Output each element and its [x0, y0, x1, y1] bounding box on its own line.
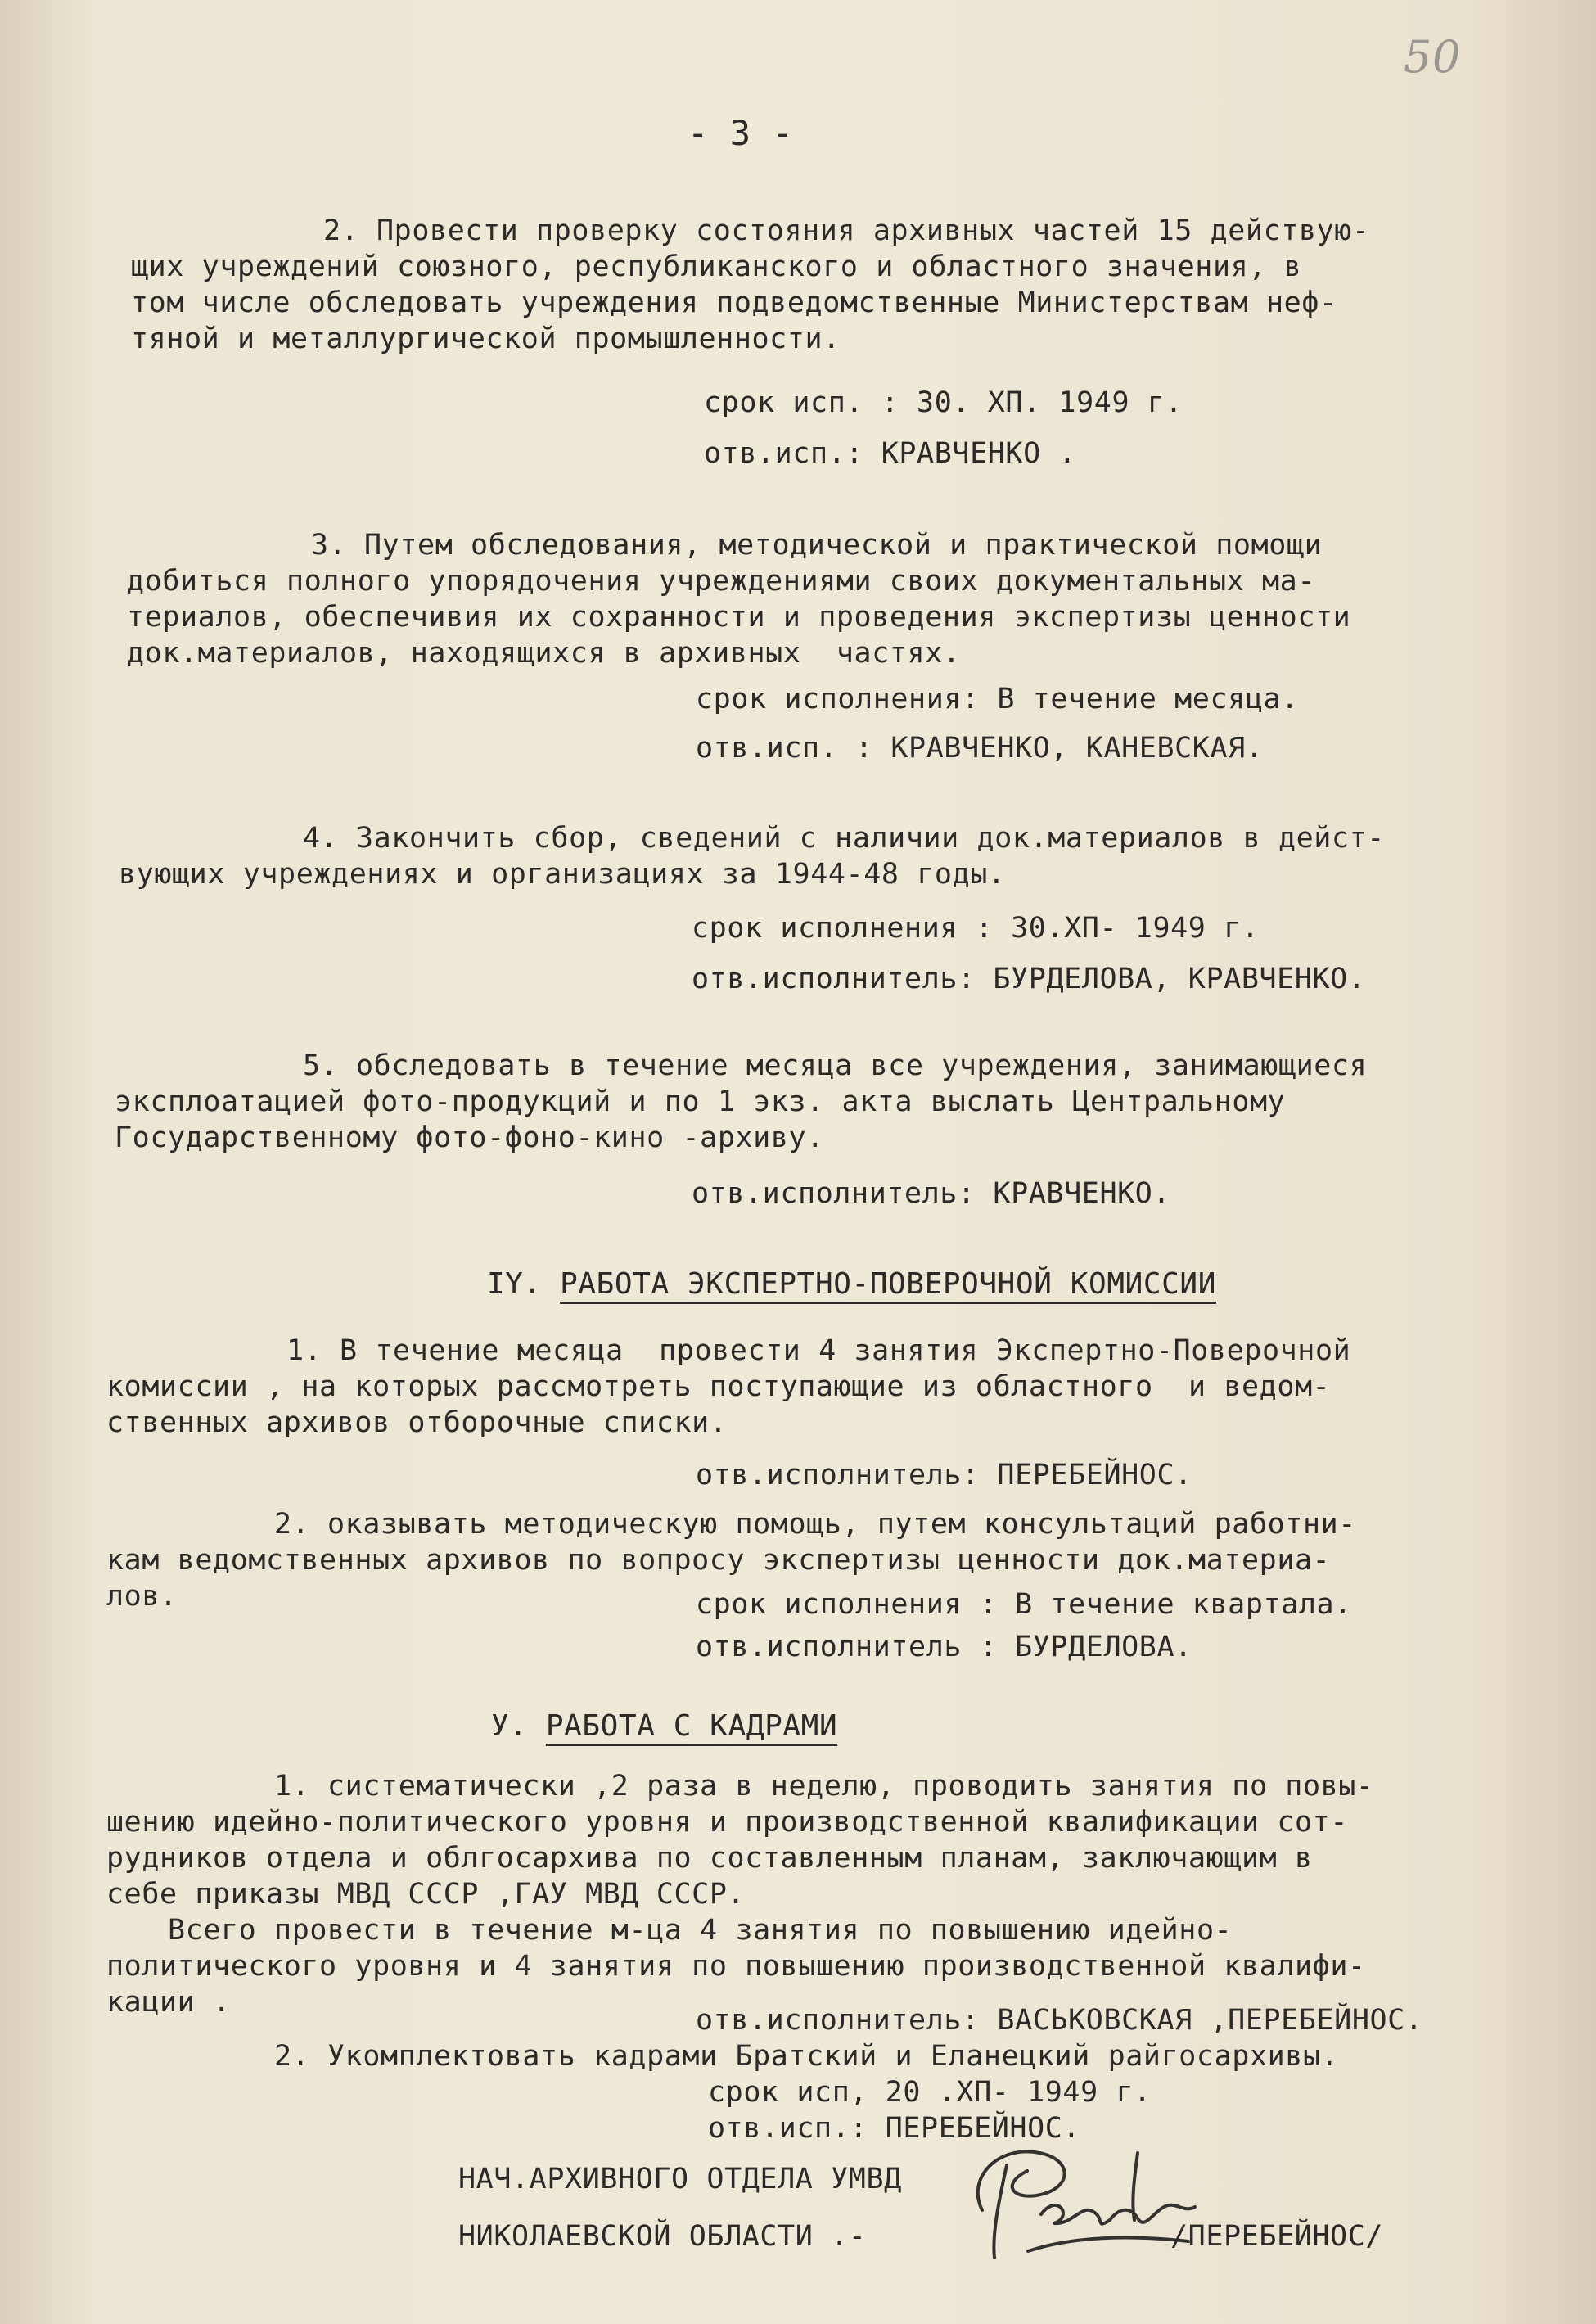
deadline-line: срок исполнения : 30.XП- 1949 г. [692, 912, 1260, 945]
section-title: РАБОТА С КАДРАМИ [545, 1709, 838, 1743]
paragraph-line: 2. оказывать методическую помощь, путем консультаций работни- [274, 1508, 1356, 1541]
section-title: РАБОТА ЭКСПЕРТНО-ПОВЕРОЧНОЙ КОМИССИИ [560, 1267, 1216, 1301]
deadline-line: срок исп, 20 .XП- 1949 г. [708, 2076, 1152, 2109]
paragraph-line: 5. обследовать в течение месяца все учреждения, занимающиеся [303, 1049, 1368, 1082]
paragraph-line: политического уровня и 4 занятия по повышению производственной квалифи- [106, 1950, 1366, 1983]
paragraph-line: рудников отдела и облгосархива по составленным планам, заключающим в [106, 1842, 1313, 1875]
page-number: - 3 - [688, 113, 794, 153]
paragraph-line: лов. [106, 1580, 178, 1613]
responsible-line: отв.исп. : КРАВЧЕНКО, КАНЕВСКАЯ. [696, 732, 1264, 765]
paragraph-line: 3. Путем обследования, методической и практической помощи [311, 529, 1323, 562]
paragraph-line: ственных архивов отборочные списки. [106, 1406, 728, 1439]
deadline-line: срок исполнения: В течение месяца. [696, 683, 1299, 715]
paragraph-line: Всего провести в течение м-ца 4 занятия по повышению идейно- [168, 1914, 1233, 1947]
paragraph-line: щих учреждений союзного, республиканского и областного значения, в [131, 250, 1302, 283]
section-heading [487, 1267, 1216, 1301]
paragraph-line: эксплоатацией фото-продукций и по 1 экз. акта выслать Центральному [115, 1085, 1286, 1118]
paragraph-line: кам ведомственных архивов по вопросу экспертизы ценности док.материа- [106, 1544, 1331, 1577]
paragraph-line: шению идейно-политического уровня и производственной квалификации сот- [106, 1806, 1349, 1839]
responsible-line: отв.исп.: КРАВЧЕНКО . [704, 437, 1077, 470]
responsible-line: отв.исп.: ПЕРЕБЕЙНОС. [708, 2112, 1081, 2145]
paragraph-line: док.материалов, находящихся в архивных частях. [127, 637, 961, 670]
paragraph-line: вующих учреждениях и организациях за 1944-48 годы. [119, 858, 1006, 891]
signatory-position: НИКОЛАЕВСКОЙ ОБЛАСТИ .- [458, 2220, 867, 2253]
responsible-line: отв.исполнитель: БУРДЕЛОВА, КРАВЧЕНКО. [692, 963, 1366, 995]
section-heading [491, 1709, 837, 1743]
paragraph-line: 1. систематически ,2 раза в неделю, проводить занятия по повы- [274, 1770, 1374, 1803]
deadline-line: срок исп. : 30. XП. 1949 г. [704, 386, 1183, 419]
paragraph-line: тяной и металлургической промышленности. [131, 323, 841, 355]
paragraph-line: комиссии , на которых рассмотреть поступающие из областного и ведом- [106, 1370, 1331, 1403]
section-numeral: У. [491, 1709, 528, 1743]
paragraph-line: 2. Укомплектовать кадрами Братский и Еланецкий райгосархивы. [274, 2040, 1339, 2073]
paragraph-line: териалов, обеспечивия их сохранности и проведения экспертизы ценности [127, 601, 1351, 634]
paragraph-line: 1. В течение месяца провести 4 занятия Экспертно-Поверочной [286, 1334, 1351, 1367]
paragraph-line: том числе обследовать учреждения подведомственные Министерствам неф- [131, 287, 1337, 319]
archive-page-number: 50 [1404, 31, 1461, 83]
responsible-line: отв.исполнитель: ПЕРЕБЕЙНОС. [696, 1459, 1192, 1491]
paragraph-line: добиться полного упорядочения учреждениями своих документальных ма- [127, 565, 1316, 598]
paragraph-line: кации . [106, 1986, 231, 2019]
section-numeral: IY. [487, 1267, 542, 1301]
paragraph-line: Государственному фото-фоно-кино -архиву. [115, 1121, 824, 1154]
responsible-line: отв.исполнитель : БУРДЕЛОВА. [696, 1631, 1192, 1663]
paragraph-line: 2. Провести проверку состояния архивных частей 15 действую- [323, 214, 1370, 247]
paragraph-line: себе приказы МВД СССР ,ГАУ МВД СССР. [106, 1878, 746, 1911]
responsible-line: отв.исполнитель: КРАВЧЕНКО. [692, 1177, 1171, 1210]
signatory-name: /ПЕРЕБЕЙНОС/ [1170, 2220, 1384, 2253]
paragraph-line: 4. Закончить сбор, сведений с наличии док.материалов в дейст- [303, 822, 1385, 855]
responsible-line: отв.исполнитель: ВАСЬКОВСКАЯ ,ПЕРЕБЕЙНОС. [696, 2004, 1423, 2037]
deadline-line: срок исполнения : В течение квартала. [696, 1588, 1352, 1621]
signatory-position: НАЧ.АРХИВНОГО ОТДЕЛА УМВД [458, 2163, 902, 2195]
